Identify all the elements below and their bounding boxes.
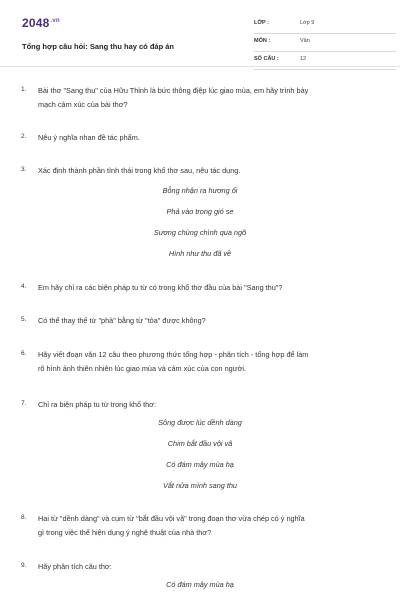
question-number: 4. — [21, 283, 27, 290]
question-text — [38, 348, 378, 376]
question-text — [38, 398, 378, 412]
question-number: 1. — [21, 86, 27, 93]
meta-label: SỐ CÂU : — [254, 56, 279, 62]
question-number: 9. — [21, 562, 27, 569]
question-number: 3. — [21, 166, 27, 173]
question-text — [38, 281, 378, 295]
question-number: 5. — [21, 316, 27, 323]
question-line: Bài thơ "Sang thu" của Hữu Thỉnh là bức thông điệp lúc giao mùa, em hãy trình bày — [38, 86, 309, 95]
question-line: Chỉ ra biện pháp tu từ trong khổ thơ: — [38, 400, 156, 409]
question-text — [38, 131, 378, 145]
meta-value: 12 — [300, 56, 307, 62]
question-line: Nêu ý nghĩa nhan đề tác phẩm. — [38, 133, 140, 142]
question-text — [38, 84, 378, 112]
question-line: rõ hình ảnh thiên nhiên lúc giao mùa và cảm xúc của con người. — [38, 364, 247, 373]
question-number: 7. — [21, 400, 27, 407]
question-line: Em hãy chỉ ra các biện pháp tu từ có trong khổ thơ đầu của bài "Sang thu"? — [38, 283, 283, 292]
poem-verse: Có đám mây mùa hạ — [166, 580, 234, 589]
question-line: Có thể thay thế từ "phả" bằng từ "tỏa" được không? — [38, 316, 206, 325]
document-header — [18, 12, 382, 62]
question-line: Hai từ "dềnh dàng" và cụm từ "bắt đầu vội vã" trong đoạn thơ vừa chép có ý nghĩa — [38, 514, 305, 523]
question-line: mạch cảm xúc của bài thơ? — [38, 100, 128, 109]
poem-verse: Chim bắt đầu vội vã — [167, 439, 233, 448]
question-text — [38, 314, 378, 328]
question-number: 2. — [21, 133, 27, 140]
site-logo[interactable] — [22, 16, 60, 30]
header-divider — [0, 66, 400, 67]
meta-value: Lớp 9 — [300, 20, 315, 26]
poem-verse: Vắt nửa mình sang thu — [163, 481, 237, 490]
poem-verse: Sương chùng chình qua ngõ — [153, 228, 247, 237]
meta-label: LỚP : — [254, 20, 269, 26]
poem-verse: Hình như thu đã về — [168, 249, 232, 258]
question-text — [38, 512, 378, 540]
poem-verse: Phả vào trong gió se — [166, 207, 234, 216]
question-line: gì trong việc thể hiện dụng ý nghệ thuật của nhà thơ? — [38, 528, 212, 537]
meta-table — [254, 16, 396, 70]
poem-verse: Bỗng nhận ra hương ổi — [162, 186, 238, 195]
meta-row-count — [254, 52, 396, 70]
poem-verse: Sông được lúc dềnh dàng — [158, 418, 242, 427]
document-title: Tổng hợp câu hỏi: Sang thu hay có đáp án — [22, 42, 174, 51]
meta-value: Văn — [300, 38, 310, 44]
question-line: Xác định thành phần tình thái trong khổ thơ sau, nêu tác dụng. — [38, 166, 241, 175]
meta-label: MÔN : — [254, 38, 271, 44]
question-line: Hãy viết đoạn văn 12 câu theo phương thức tổng hợp - phân tích - tổng hợp để làm — [38, 350, 309, 359]
question-text — [38, 560, 378, 574]
poem-verse: Có đám mây mùa hạ — [166, 460, 234, 469]
question-number: 6. — [21, 350, 27, 357]
logo-text: 2048 — [22, 16, 50, 30]
question-text — [38, 164, 378, 178]
question-line: Hãy phân tích câu thơ: — [38, 562, 112, 571]
logo-suffix: .vn — [50, 18, 60, 24]
meta-row-subject — [254, 34, 396, 52]
question-number: 8. — [21, 514, 27, 521]
meta-row-grade — [254, 16, 396, 34]
